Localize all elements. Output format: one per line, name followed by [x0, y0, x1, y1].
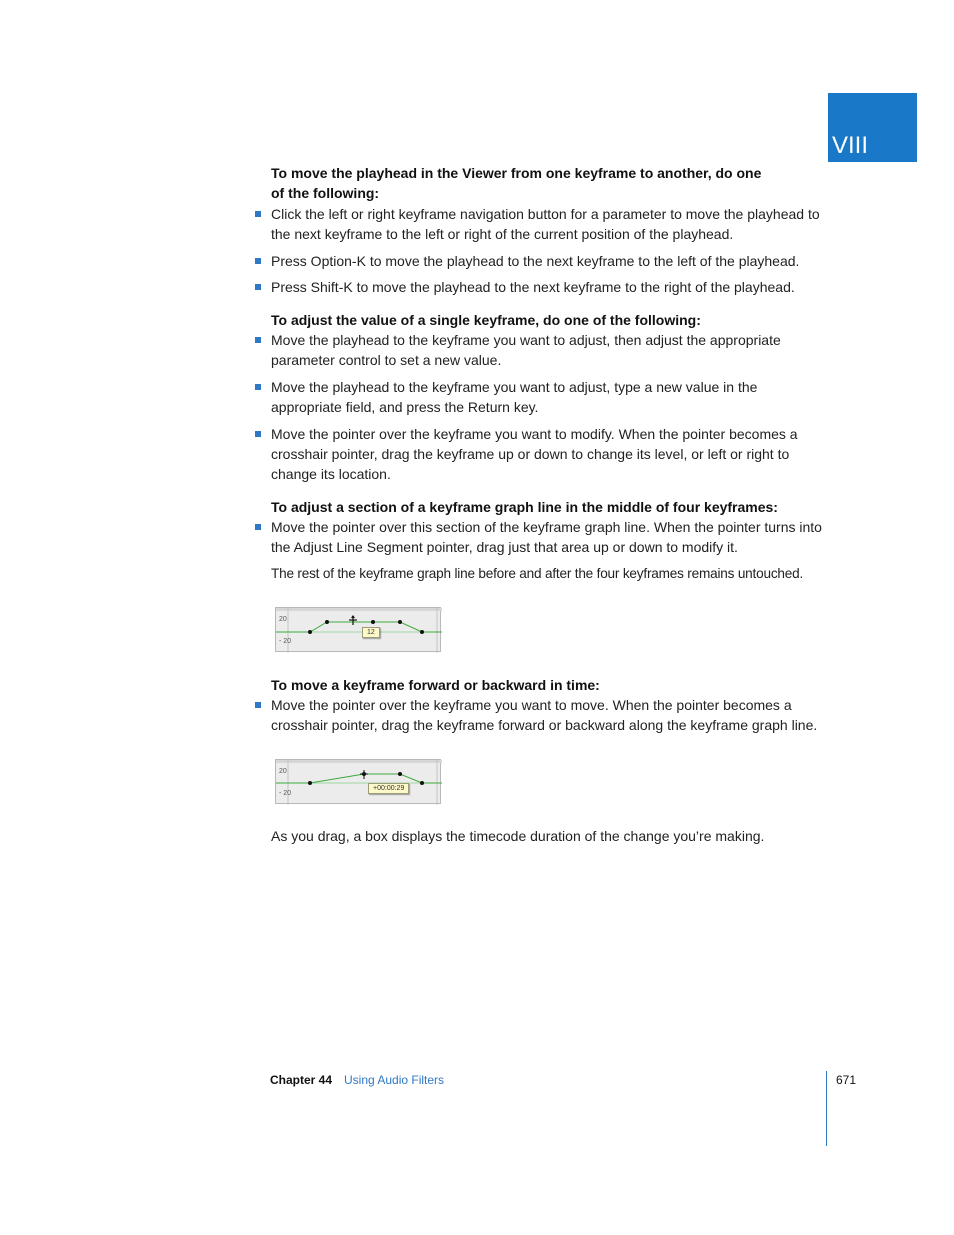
bullet-square-icon	[255, 384, 261, 390]
page-number: 671	[836, 1073, 857, 1087]
keyframe-graph-line	[276, 622, 442, 632]
footer-chapter-title[interactable]: Using Audio Filters	[344, 1073, 445, 1087]
keyframe-point	[325, 620, 329, 624]
keyframe-point	[308, 781, 312, 785]
keyframe-point	[398, 772, 402, 776]
body-paragraph: The rest of the keyframe graph line before and after the four keyframes remains untouched.	[271, 566, 804, 581]
keyframe-point	[371, 620, 375, 624]
list-item-text: Click the left or right keyframe navigation button for a parameter to move the playhead to the next keyframe to the left or right of the current position of the playhead.	[271, 206, 820, 242]
list-item-text: Move the playhead to the keyframe you want to adjust, type a new value in the appropriate field, and press the Return key.	[271, 379, 758, 415]
graph-top-label: 20	[279, 768, 287, 775]
list-item-text: Move the pointer over this section of the keyframe graph line. When the pointer turns into the Adjust Line Segment pointer, drag just that area up or down to modify it.	[271, 519, 822, 555]
bullet-square-icon	[255, 524, 261, 530]
keyframe-graph-svg	[276, 608, 442, 653]
bullet-square-icon	[255, 258, 261, 264]
keyframe-point	[420, 781, 424, 785]
list-item	[271, 695, 831, 735]
bullet-square-icon	[255, 284, 261, 290]
heading-line: of the following:	[271, 185, 380, 201]
list-item	[271, 424, 831, 484]
graph-top-edge	[276, 760, 442, 763]
footer-chapter-label: Chapter 44	[270, 1073, 333, 1087]
list-item-text: Press Option-K to move the playhead to the next keyframe to the left of the playhead.	[271, 253, 800, 269]
bullet-square-icon	[255, 702, 261, 708]
list-item	[271, 377, 831, 417]
section-heading-move-playhead	[271, 163, 771, 203]
list-item-text: Move the pointer over the keyframe you want to move. When the pointer becomes a crosshair pointer, drag the keyframe forward or backward along the keyframe graph line.	[271, 697, 818, 733]
list-item-text: Move the playhead to the keyframe you want to adjust, then adjust the appropriate parameter control to set a new value.	[271, 332, 781, 368]
keyframe-point	[308, 630, 312, 634]
bullet-square-icon	[255, 211, 261, 217]
list-item-text: Move the pointer over the keyframe you want to modify. When the pointer becomes a crosshair pointer, drag the keyframe up or down to change its level, or left or right to change its location.	[271, 426, 798, 482]
crosshair-pointer-icon	[360, 770, 368, 779]
part-tab	[828, 93, 917, 162]
list-item	[271, 204, 831, 244]
list-item	[271, 330, 831, 370]
keyframe-graph-svg	[276, 760, 442, 805]
section-heading-adjust-value: To adjust the value of a single keyframe, do one of the following:	[271, 312, 701, 328]
bullet-square-icon	[255, 337, 261, 343]
graph-bottom-label: - 20	[279, 790, 292, 797]
footer-divider	[826, 1071, 827, 1146]
heading-line: To move the playhead in the Viewer from one keyframe to another, do one	[271, 165, 762, 181]
graph-top-label: 20	[279, 616, 287, 623]
graph-top-edge	[276, 608, 442, 611]
adjust-line-segment-pointer-icon	[349, 615, 357, 625]
list-item	[271, 277, 831, 297]
section-heading-adjust-section: To adjust a section of a keyframe graph line in the middle of four keyframes:	[271, 499, 778, 515]
part-tab-label: VIII	[832, 132, 869, 159]
keyframe-point	[398, 620, 402, 624]
keyframe-graph-figure-1	[275, 607, 441, 652]
section-heading-move-time: To move a keyframe forward or backward in time:	[271, 677, 600, 693]
value-tooltip: 12	[362, 627, 380, 638]
body-paragraph: As you drag, a box displays the timecode duration of the change you’re making.	[271, 828, 765, 844]
keyframe-graph-line	[276, 774, 442, 783]
keyframe-point	[420, 630, 424, 634]
list-item	[271, 517, 831, 557]
list-item	[271, 251, 831, 271]
graph-bottom-label: - 20	[279, 638, 292, 645]
list-item-text: Press Shift-K to move the playhead to the next keyframe to the right of the playhead.	[271, 279, 795, 295]
timecode-tooltip: +00:00:29	[368, 783, 409, 794]
keyframe-graph-figure-2	[275, 759, 441, 804]
bullet-square-icon	[255, 431, 261, 437]
